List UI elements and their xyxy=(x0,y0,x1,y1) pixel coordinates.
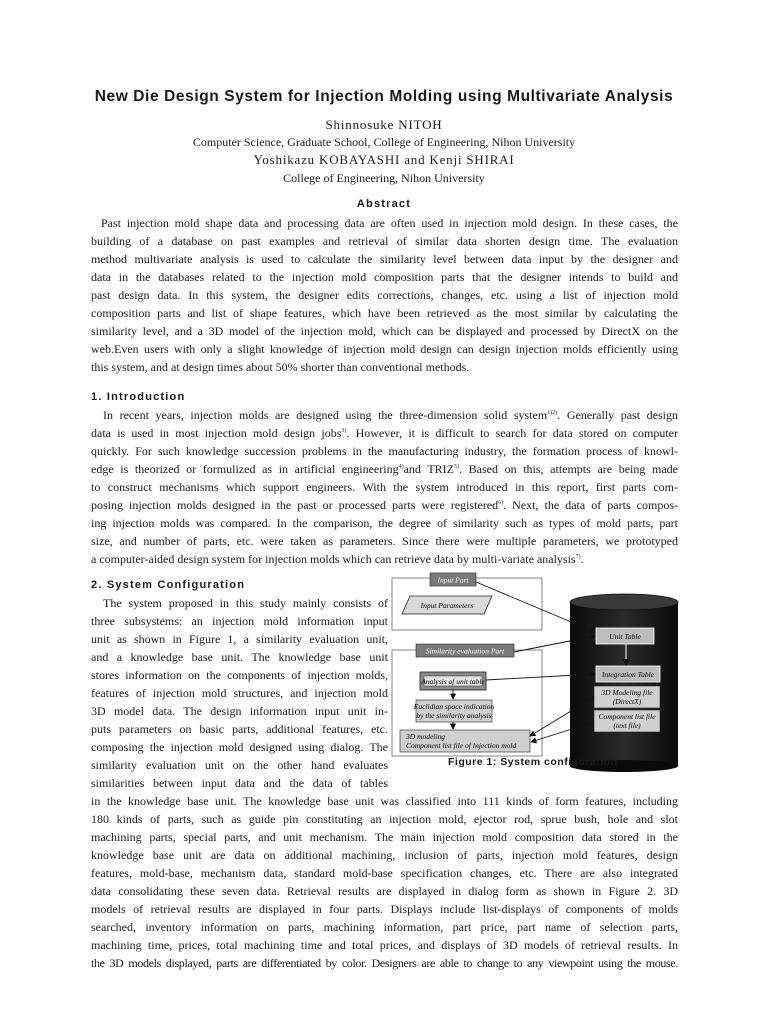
input-part-group xyxy=(392,573,542,630)
intro-line: data is used in most injection mold design jobs$^{3)}$. However, it is difficult to search for data stored on computer xyxy=(91,426,678,440)
abstract-line: web.Even users with only a slight knowledge of injection mold design can design injection molds efficiently using xyxy=(91,342,678,356)
abstract-line: data in the databases related to the injection mold composition parts that the designer intends to build and xyxy=(91,270,678,284)
system-line: models of retrieval results are displayed in four parts. Displays include list-displays of components of molds xyxy=(91,902,678,916)
system-line: unit as shown in Figure 1, a similarity evaluation unit, xyxy=(91,632,388,646)
author-2: Yoshikazu KOBAYASHI and Kenji SHIRAI xyxy=(253,152,515,167)
intro-line: ing injection molds was compared. In the comparison, the degree of similarity such as types of mold parts, part xyxy=(91,516,678,530)
euclidian-label-2: by the similarity analysis xyxy=(416,711,492,720)
intro-line: posing injection molds designed in the past or processed parts were registered$^{6)}$. Next, the data of parts compos- xyxy=(91,498,678,512)
intro-line: to construct mechanisms which support engineers. With the system introduced in this report, first parts com- xyxy=(91,480,678,494)
similarity-evaluation-group xyxy=(392,644,542,756)
analysis-label: Analysis of unit table xyxy=(421,677,485,686)
system-line: knowledge base unit are data on additional machining, inclusion of parts, injection mold features, design xyxy=(91,848,678,862)
system-line: data consolidating these seven data. Retrieval results are displayed in dialog form as shown in Figure 2. 3D xyxy=(91,884,678,898)
component-file-label-1: Component list file xyxy=(598,712,656,721)
system-line: similarity evaluation unit on the other hand evaluates xyxy=(91,758,388,772)
knowledge-base-cylinder xyxy=(570,594,678,772)
system-line: 3D model data. The design information input unit in- xyxy=(91,704,388,718)
modeling-file-label-2: (DirectX) xyxy=(612,697,642,706)
abstract-line: past design data. In this system, the designer edits corrections, changes, etc. using a list of injection mold xyxy=(91,288,678,302)
input-part-label: Input Part xyxy=(437,575,469,585)
intro-line: a computer-aided design system for injection molds which can retrieve data by multi-variate analysis$^{7)}$. xyxy=(91,552,584,566)
system-line: and a knowledge base unit. The knowledge base unit xyxy=(91,650,388,664)
modeling-file-label-1: 3D Modeling file xyxy=(601,688,653,697)
system-line: features of injection mold structures, and injection mold xyxy=(91,686,388,700)
system-line: puts parameters on basic parts, additional features, etc. xyxy=(91,722,388,736)
introduction-heading: 1. Introduction xyxy=(91,391,186,403)
system-line: in the knowledge base unit. The knowledge base unit was classified into 111 kinds of form features, including xyxy=(91,794,678,808)
system-line: composing the injection mold designed using dialog. The xyxy=(91,740,388,754)
abstract-line: this system, and at design times about 50% shorter than conventional methods. xyxy=(91,360,470,374)
intro-line: In recent years, injection molds are designed using the three-dimension solid system$^{1)2)}$. Generally past design xyxy=(103,408,678,422)
system-line: the 3D models displayed, parts are differentiated by color. Designers are able to change to any viewpoint using the mouse. xyxy=(91,956,678,970)
abstract-line: method multivariate analysis is used to calculate the similarity level between data input by the designer and xyxy=(91,252,678,266)
affiliation-2: College of Engineering, Nihon University xyxy=(283,171,485,185)
system-line: three subsystems: an injection mold information input xyxy=(91,614,388,628)
similarity-part-label: Similarity evaluation Part xyxy=(425,646,505,656)
author-1: Shinnosuke NITOH xyxy=(325,117,443,132)
figure-1-caption: Figure 1: System configuration xyxy=(448,756,618,768)
euclidian-label-1: Euclidian space indication xyxy=(413,702,495,711)
intro-line: size, and number of parts, etc. were taken as parameters. Since there were multiple parameters, we prototyped xyxy=(91,534,678,548)
affiliation-1: Computer Science, Graduate School, College of Engineering, Nihon University xyxy=(192,135,576,149)
abstract-heading: Abstract xyxy=(356,198,412,210)
system-line: machining parts, special parts, and unit mechanism. The main injection mold composition data stored in the xyxy=(91,830,678,844)
abstract-line: building of a database on past examples and retrieval of similar data shorten design time. The evaluation xyxy=(91,234,678,248)
modeling-label-2: Component list file of Injection mold xyxy=(406,741,517,750)
system-line: searched, inventory information on parts, machining information, part price, part name of selection parts, xyxy=(91,920,678,934)
component-file-label-2: (text file) xyxy=(613,721,641,730)
system-line: 180 kinds of parts, such as guide pin constituting an injection mold, ejector rod, sprue bush, hole and slot xyxy=(91,812,678,826)
system-line: similarities between input data and the data of tables xyxy=(91,776,388,790)
system-line: features, mold-base, mechanism data, standard mold-base specification changes, etc. There are also integrated xyxy=(91,866,678,880)
system-line: machining time, prices, total machining time and total prices, and displays of 3D models of retrieval results. In xyxy=(91,938,678,952)
abstract-line: similarity level, and a 3D model of the injection mold, which can be displayed and processed by DirectX on the xyxy=(91,324,678,338)
system-configuration-heading: 2. System Configuration xyxy=(91,579,246,591)
system-line: The system proposed in this study mainly consists of xyxy=(103,596,388,610)
input-parameters-label: Input Parameters xyxy=(420,601,474,610)
paper-title: New Die Design System for Injection Molding using Multivariate Analysis xyxy=(94,88,674,105)
intro-line: quickly. For such knowledge succession problems in the manufacturing industry, the formation process of knowl- xyxy=(91,444,678,458)
unit-table-label: Unit Table xyxy=(609,632,641,641)
system-line: stores information on the components of injection molds, xyxy=(91,668,388,682)
figure-1-system-configuration xyxy=(390,572,680,772)
integration-table-label: Integration Table xyxy=(601,670,655,679)
intro-line: edge is theorized or formulized as in artificial engineering$^{4)}$and TRIZ$^{5)}$. Based on this, attempts are being made xyxy=(91,462,678,476)
abstract-line: Past injection mold shape data and processing data are often used in injection mold design. In these cases, the xyxy=(101,216,678,230)
modeling-label-1: 3D modeling xyxy=(406,732,445,741)
abstract-line: composition parts and list of shape features, which have been retrieved as the most similar by calculating the xyxy=(91,306,678,320)
